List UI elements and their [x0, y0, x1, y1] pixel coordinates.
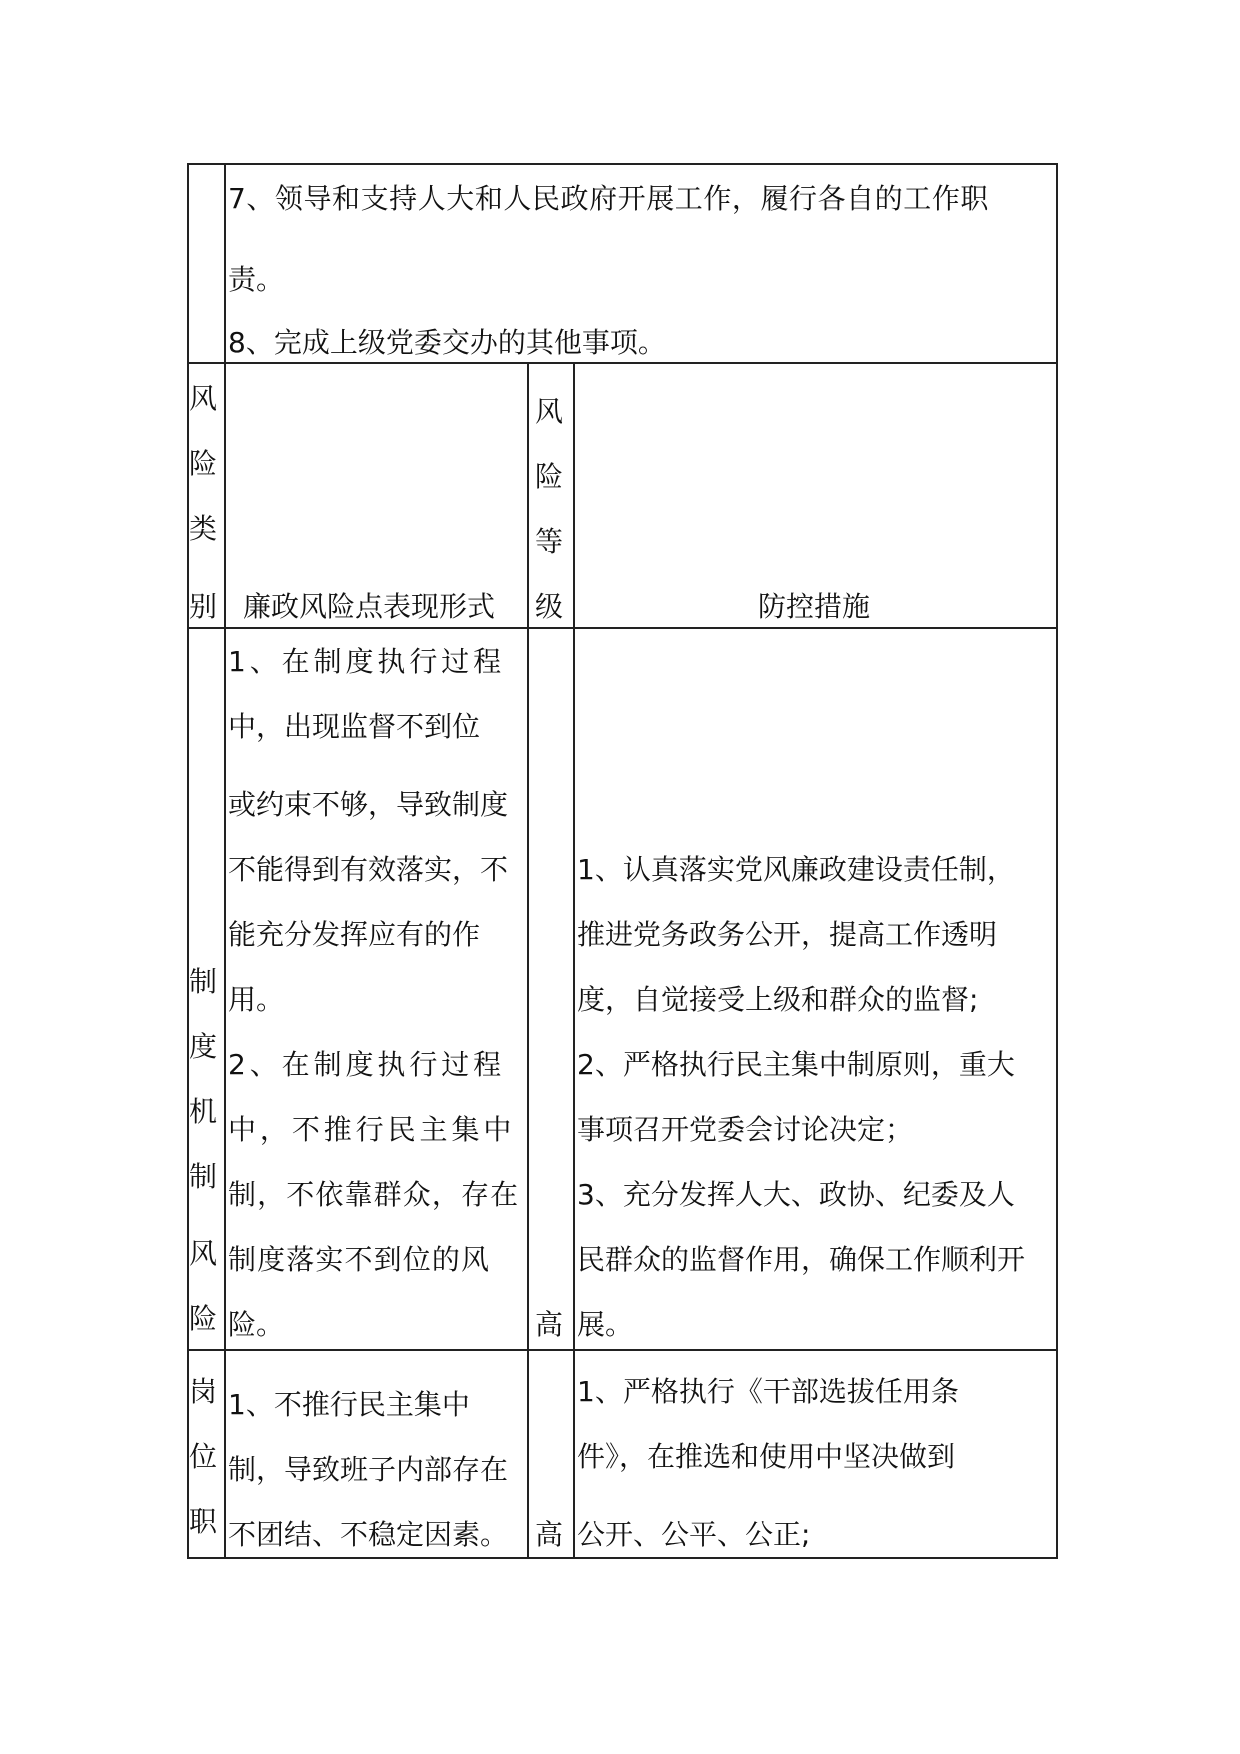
- row2-category-char: 职: [189, 1505, 218, 1538]
- row2-measures-line: 1、严格执行《干部选拔任用条: [577, 1375, 959, 1408]
- header-measures: 防控措施: [758, 590, 871, 623]
- row1-manifestation-line: 2、在制度执行过程: [228, 1048, 506, 1081]
- duty-item-8: 8、完成上级党委交办的其他事项。: [228, 326, 666, 359]
- row1-measures-line: 展。: [577, 1308, 634, 1341]
- row1-measures-line: 2、严格执行民主集中制原则，重大: [577, 1048, 1015, 1081]
- row1-manifestation-line: 不能得到有效落实，不: [228, 853, 509, 886]
- row-divider-header-top: [187, 362, 1058, 364]
- row-divider-row1-bottom: [187, 1349, 1058, 1351]
- row2-category-char: 岗: [189, 1375, 218, 1408]
- row1-category-char: 度: [189, 1030, 218, 1063]
- row1-category-char: 制: [189, 965, 218, 998]
- table-left-border: [187, 163, 189, 1559]
- row2-measures-line: 公开、公平、公正;: [577, 1518, 811, 1551]
- row1-manifestation-line: 中，不推行民主集中: [228, 1113, 516, 1146]
- table-top-border: [187, 163, 1058, 165]
- row1-manifestation-line: 制，不依靠群众，存在: [228, 1178, 520, 1211]
- row1-measures-line: 民群众的监督作用，确保工作顺利开: [577, 1243, 1026, 1276]
- row1-manifestation-line: 险。: [228, 1308, 285, 1341]
- header-category-char: 风: [189, 382, 218, 415]
- row1-measures-line: 推进党务政务公开，提高工作透明: [577, 918, 998, 951]
- row1-manifestation-line: 用。: [228, 983, 285, 1016]
- header-category-char: 别: [189, 590, 218, 623]
- row1-measures-line: 3、充分发挥人大、政协、纪委及人: [577, 1178, 1015, 1211]
- row-divider-header-bottom: [187, 627, 1058, 629]
- header-category-char: 类: [189, 512, 218, 545]
- column-divider-category: [224, 163, 226, 1559]
- duty-item-7-line1: 7、领导和支持人大和人民政府开展工作，履行各自的工作职: [228, 182, 989, 215]
- column-divider-manifestation: [527, 362, 529, 1559]
- row1-category-char: 风: [189, 1237, 218, 1270]
- row1-measures-line: 度，自觉接受上级和群众的监督;: [577, 983, 979, 1016]
- duty-item-7-line2: 责。: [228, 263, 285, 296]
- header-manifestation: 廉政风险点表现形式: [243, 590, 496, 623]
- row2-category-char: 位: [189, 1440, 218, 1473]
- row1-measures-line: 事项召开党委会讨论决定；: [577, 1113, 914, 1146]
- row1-measures-line: 1、认真落实党风廉政建设责任制，: [577, 853, 1015, 886]
- header-level-char: 级: [535, 590, 564, 623]
- header-level-char: 险: [535, 460, 564, 493]
- row1-risk-level: 高: [535, 1308, 564, 1341]
- header-level-char: 等: [535, 525, 564, 558]
- row1-category-char: 机: [189, 1095, 218, 1128]
- row2-manifestation-line: 制，导致班子内部存在: [228, 1453, 509, 1486]
- row1-category-char: 制: [189, 1160, 218, 1193]
- header-category-char: 险: [189, 447, 218, 480]
- row2-risk-level: 高: [535, 1518, 564, 1551]
- row1-manifestation-line: 制度落实不到位的风: [228, 1243, 491, 1276]
- row1-manifestation-line: 能充分发挥应有的作: [228, 918, 481, 951]
- row2-measures-line: 件》，在推选和使用中坚决做到: [577, 1440, 956, 1473]
- column-divider-level: [573, 362, 575, 1559]
- row2-manifestation-line: 不团结、不稳定因素。: [228, 1518, 509, 1551]
- table-bottom-border: [187, 1557, 1058, 1559]
- row1-category-char: 险: [189, 1302, 218, 1335]
- table-right-border: [1056, 163, 1058, 1559]
- row2-manifestation-line: 1、不推行民主集中: [228, 1388, 470, 1421]
- row1-manifestation-line: 1、在制度执行过程: [228, 645, 506, 678]
- row1-manifestation-line: 或约束不够，导致制度: [228, 788, 509, 821]
- row1-manifestation-line: 中，出现监督不到位: [228, 710, 481, 743]
- header-level-char: 风: [535, 395, 564, 428]
